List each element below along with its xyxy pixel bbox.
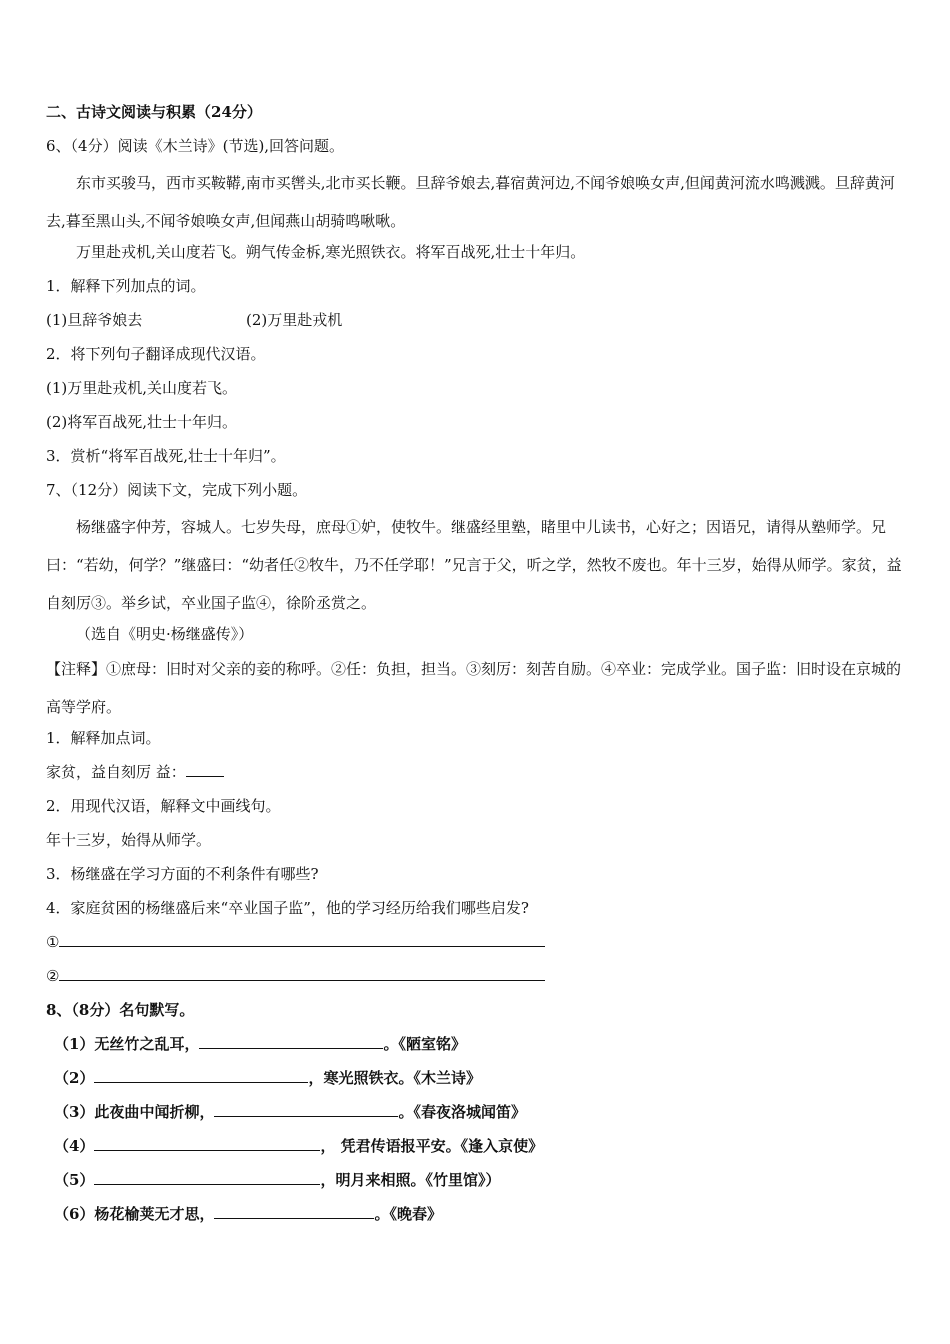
q7-sub3: 3．杨继盛在学习方面的不利条件有哪些? — [46, 865, 319, 883]
q7-note: 【注释】①庶母：旧时对父亲的妾的称呼。②任：负担，担当。③刻厉：刻苦自励。④卒业：完成学业。国子监：旧时设在京城的高等学府。 — [46, 660, 902, 716]
q7-sub1-text: 家贫，益自刻厉 益： — [46, 763, 186, 781]
q8-item-5-pre: （5） — [54, 1171, 95, 1189]
q6-sub2-b: (2)将军百战死,壮士十年归。 — [46, 413, 238, 431]
q6-sub1-b: (2)万里赴戎机 — [246, 311, 343, 329]
q8-item-6-pre: （6）杨花榆荚无才思， — [54, 1205, 215, 1223]
q7-sub4: 4．家庭贫困的杨继盛后来“卒业国子监”，他的学习经历给我们哪些启发? — [46, 899, 529, 917]
q7-head: 7、（12分）阅读下文，完成下列小题。 — [46, 481, 308, 499]
q6-sub1: 1．解释下列加点的词。 — [46, 277, 206, 295]
q7-answer2 — [46, 964, 912, 998]
q7-sub1-row — [46, 760, 912, 794]
q8-item-3-blank[interactable] — [214, 1100, 398, 1117]
q7-source: （选自《明史·杨继盛传》） — [76, 625, 254, 643]
q6-sub2-a: (1)万里赴戎机,关山度若飞。 — [46, 379, 238, 397]
q7-sub2-text: 年十三岁，始得从师学。 — [46, 831, 212, 849]
q8-item-1-blank[interactable] — [199, 1032, 383, 1049]
q8-item-3-post: 。《春夜洛城闻笛》 — [398, 1103, 526, 1121]
answer2-mark: ② — [46, 967, 60, 985]
q6-passage-p1: 东市买骏马，西市买鞍鞯,南市买辔头,北市买长鞭。旦辞爷娘去,暮宿黄河边,不闻爷娘唤女声,但闻黄河流水鸣溅溅。旦辞黄河去,暮至黑山头,不闻爷娘唤女声,但闻燕山胡骑鸣啾啾。 — [46, 174, 895, 230]
q8-item-1-pre: （1）无丝竹之乱耳， — [54, 1035, 200, 1053]
answer1-mark: ① — [46, 933, 60, 951]
q7-passage: 杨继盛字仲芳，容城人。七岁失母，庶母①妒，使牧牛。继盛经里塾，睹里中儿读书，心好之；因语兄，请得从塾师学。兄曰：“若幼，何学？”继盛曰：“幼者任②牧牛，乃不任学耶！”兄言于父，听之学，然牧不废也。年十三岁，始得从师学。家贫，益自刻厉③。举乡试，卒业国子监④，徐阶丞赏之。 — [46, 518, 902, 612]
q7-answer1 — [46, 930, 912, 964]
q8-item-4 — [46, 1134, 912, 1168]
answer2-blank[interactable] — [59, 964, 545, 981]
q8-item-2-post: ，寒光照铁衣。《木兰诗》 — [308, 1069, 481, 1087]
q8-head: 8、（8分）名句默写。 — [46, 1001, 195, 1019]
q8-item-6-post: 。《晚春》 — [374, 1205, 442, 1223]
q8-item-6-blank[interactable] — [214, 1202, 374, 1219]
q8-item-4-blank[interactable] — [94, 1134, 320, 1151]
exam-page — [46, 100, 912, 1236]
q7-sub1-blank[interactable] — [186, 760, 224, 777]
q6-sub1-items — [46, 308, 912, 342]
q6-passage-p2: 万里赴戎机,关山度若飞。朔气传金柝,寒光照铁衣。将军百战死,壮士十年归。 — [76, 243, 586, 261]
q8-item-2-blank[interactable] — [94, 1066, 308, 1083]
q8-item-2 — [46, 1066, 912, 1100]
q7-sub1: 1．解释加点词。 — [46, 729, 161, 747]
q8-item-1-post: 。《陋室铭》 — [383, 1035, 466, 1053]
section-title: 二、古诗文阅读与积累（24分） — [46, 103, 262, 121]
q7-sub2: 2．用现代汉语，解释文中画线句。 — [46, 797, 281, 815]
q8-item-3-pre: （3）此夜曲中闻折柳， — [54, 1103, 215, 1121]
q8-item-6 — [46, 1202, 912, 1236]
q6-sub1-a: (1)旦辞爷娘去 — [46, 311, 143, 329]
q8-item-5-blank[interactable] — [94, 1168, 320, 1185]
q6-sub3: 3．赏析“将军百战死,壮士十年归”。 — [46, 447, 286, 465]
q6-head: 6、（4分）阅读《木兰诗》(节选),回答问题。 — [46, 137, 345, 155]
q8-item-4-pre: （4） — [54, 1137, 95, 1155]
q8-item-2-pre: （2） — [54, 1069, 95, 1087]
q8-item-5 — [46, 1168, 912, 1202]
q8-item-1 — [46, 1032, 912, 1066]
answer1-blank[interactable] — [59, 930, 545, 947]
q6-sub2: 2．将下列句子翻译成现代汉语。 — [46, 345, 266, 363]
q8-item-5-post: ，明月来相照。《竹里馆》） — [320, 1171, 501, 1189]
q8-item-3 — [46, 1100, 912, 1134]
q8-item-4-post: ， 凭君传语报平安。《逢入京使》 — [320, 1137, 544, 1155]
